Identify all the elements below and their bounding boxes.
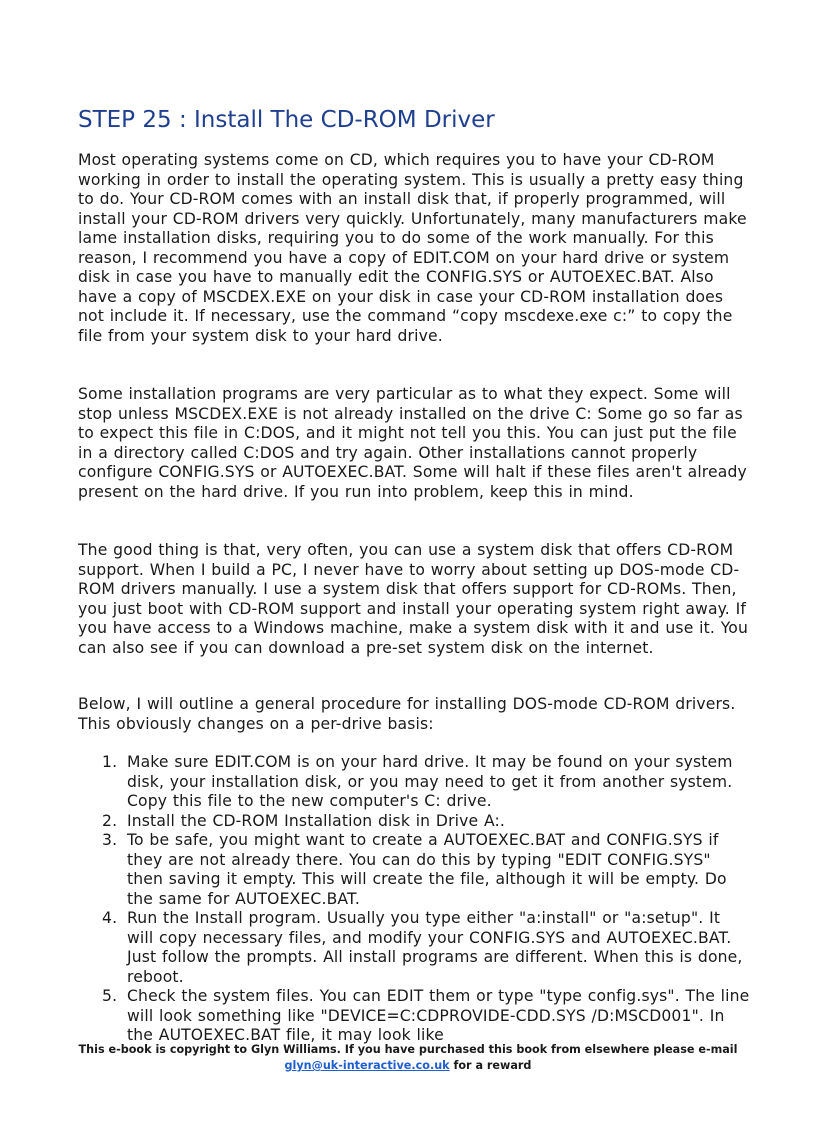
step-number: 5. [102, 987, 118, 1005]
list-item [78, 987, 750, 1046]
step-number: 2. [102, 811, 118, 830]
step-number: 4. [102, 909, 118, 927]
paragraph-system-disk: The good thing is that, very often, you can use a system disk that offers CD-ROM support. When I build a PC, I never have to worry about setting up DOS-mode CD-ROM drivers manually. I use a system disk that offers support for CD-ROMs. Then, you just boot with CD-ROM support and install your operating system right away. If you have access to a Windows machine, make a system disk with it and use it. You can also see if you can download a pre-set system disk on the internet. [78, 541, 749, 657]
list-item [78, 753, 750, 812]
step-text: To be safe, you might want to create a AUTOEXEC.BAT and CONFIG.SYS if they are not already there. You can do this by typing "EDIT CONFIG.SYS" then saving it empty. This will create the file, although it will be empty. Do the same for AUTOEXEC.BAT. [127, 831, 727, 908]
step-text: Install the CD-ROM Installation disk in Drive A:. [127, 811, 506, 830]
procedure-steps-list [78, 753, 750, 1046]
list-item [78, 909, 750, 987]
copyright-footer [70, 1042, 746, 1074]
footer-text-end: for a reward [449, 1059, 532, 1072]
paragraph-cdrom-intro: Most operating systems come on CD, which requires you to have your CD-ROM working in order to install the operating system. This is usually a pretty easy thing to do. Your CD-ROM comes with an install disk that, if properly programmed, will install your CD-ROM drivers very quickly. Unfortunately, many manufacturers make lame installation disks, requiring you to do some of the work manually. For this reason, I recommend you have a copy of EDIT.COM on your hard drive or system disk in case you have to manually edit the CONFIG.SYS or AUTOEXEC.BAT. Also have a copy of MSCDEX.EXE on your disk in case your CD-ROM installation does not include it. If necessary, use the command “copy mscdexe.exe c:” to copy the file from your system disk to your hard drive. [78, 151, 747, 345]
footer-text: This e-book is copyright to Glyn Williams. If you have purchased this book from elsewhere please e-mail [78, 1043, 738, 1056]
step-number: 1. [102, 753, 118, 771]
step-text: Make sure EDIT.COM is on your hard drive. It may be found on your system disk, your installation disk, or you may need to get it from another system. Copy this file to the new computer's C: drive. [127, 753, 733, 810]
page-title: STEP 25 : Install The CD-ROM Driver [78, 107, 495, 133]
step-text: Run the Install program. Usually you type either "a:install" or "a:setup". It will copy necessary files, and modify your CONFIG.SYS and AUTOEXEC.BAT. Just follow the prompts. All install programs are different. When this is done, reboot. [127, 909, 743, 986]
list-item [78, 831, 750, 909]
email-link[interactable]: glyn@uk-interactive.co.uk [284, 1059, 450, 1072]
step-text: Check the system files. You can EDIT them or type "type config.sys". The line will look something like "DEVICE=C:CDPROVIDE-CDD.SYS /D:MSCD001". In the AUTOEXEC.BAT file, it may look like [127, 987, 750, 1044]
list-item [78, 812, 750, 832]
step-number: 3. [102, 831, 118, 849]
paragraph-installation-programs: Some installation programs are very particular as to what they expect. Some will stop unless MSCDEX.EXE is not already installed on the drive C: Some go so far as to expect this file in C:DOS, and it might not tell you this. You can just put the file in a directory called C:DOS and try again. Other installations cannot properly configure CONFIG.SYS or AUTOEXEC.BAT. Some will halt if these files aren't already present on the hard drive. If you run into problem, keep this in mind. [78, 385, 747, 501]
paragraph-procedure-intro: Below, I will outline a general procedure for installing DOS-mode CD-ROM drivers. This obviously changes on a per-drive basis: [78, 695, 736, 733]
